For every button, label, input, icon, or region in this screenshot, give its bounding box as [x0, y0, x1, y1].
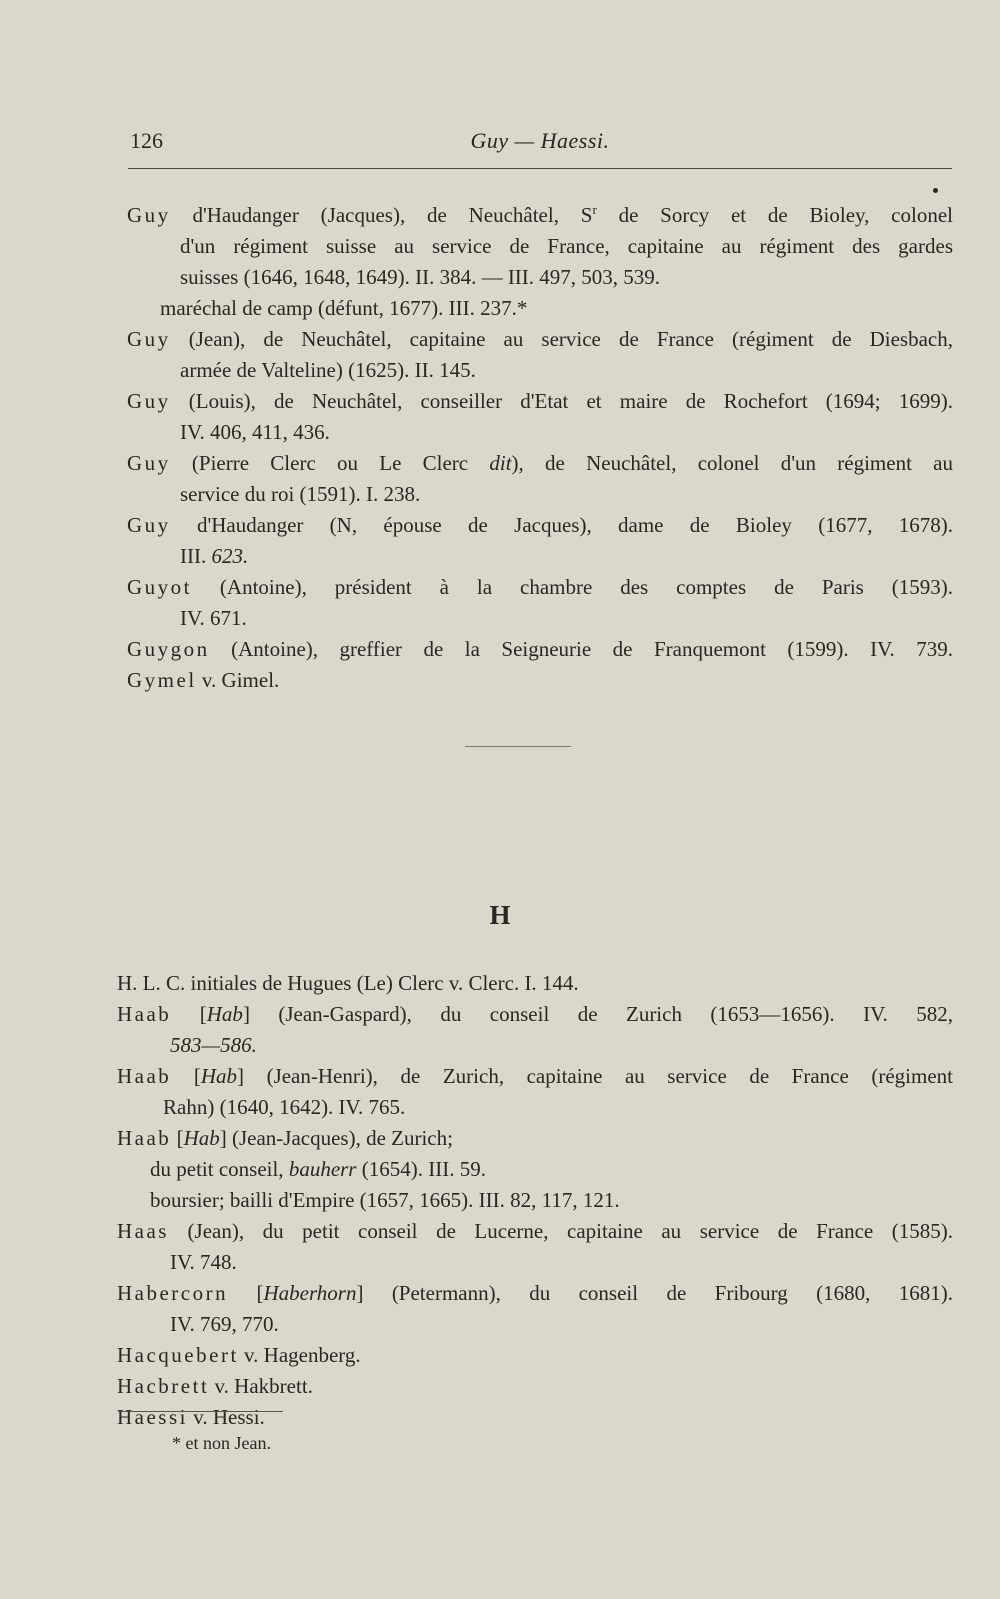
- entry-line: Guy (Pierre Clerc ou Le Clerc dit), de Neuchâtel, colonel d'un régiment au: [127, 451, 953, 475]
- ink-speck: [933, 188, 938, 193]
- entry: [127, 194, 953, 324]
- entry: [117, 968, 953, 999]
- entry-line: Haab [Hab] (Jean-Henri), de Zurich, capitaine au service de France (régiment: [117, 1064, 953, 1088]
- footnote: * et non Jean.: [172, 1433, 271, 1453]
- entries-guy: [127, 194, 953, 696]
- entry: [117, 1061, 953, 1123]
- entry-line: Haessi v. Hessi.: [117, 1405, 265, 1429]
- entry-line: service du roi (1591). I. 238.: [180, 482, 421, 506]
- page-number: 126: [130, 128, 163, 153]
- entry-surname: Haab: [117, 1126, 172, 1150]
- footnote-rule: [118, 1411, 283, 1412]
- entry: [127, 634, 953, 665]
- entry-line: Haas (Jean), du petit conseil de Lucerne, capitaine au service de France (1585).: [117, 1219, 953, 1243]
- entry: [127, 572, 953, 634]
- entry-surname: Guy: [127, 327, 171, 351]
- entry-line: Guygon (Antoine), greffier de la Seigneurie de Franquemont (1599). IV. 739.: [127, 637, 953, 661]
- entry-line: H. L. C. initiales de Hugues (Le) Clerc v. Clerc. I. 144.: [117, 971, 579, 995]
- entry: [127, 665, 953, 696]
- entry-line: Guy (Louis), de Neuchâtel, conseiller d'Etat et maire de Rochefort (1694; 1699).: [127, 389, 953, 413]
- entry-surname: Hacquebert: [117, 1343, 239, 1367]
- entry-line: Haab [Hab] (Jean-Jacques), de Zurich;: [117, 1126, 453, 1150]
- entry: [127, 324, 953, 386]
- entry-line: IV. 406, 411, 436.: [180, 420, 330, 444]
- entry-line: Guy d'Haudanger (N, épouse de Jacques), dame de Bioley (1677, 1678).: [127, 513, 953, 537]
- entry-line: Hacbrett v. Hakbrett.: [117, 1374, 313, 1398]
- entry-surname: Guyot: [127, 575, 192, 599]
- entries-h: [117, 968, 953, 1433]
- entry: [127, 448, 953, 510]
- entry-surname: Hacbrett: [117, 1374, 210, 1398]
- section-letter: H: [489, 900, 511, 930]
- entry-line: Gymel v. Gimel.: [127, 668, 280, 692]
- entry-line: Habercorn [Haberhorn] (Petermann), du conseil de Fribourg (1680, 1681).: [117, 1281, 953, 1305]
- entry-surname: Haab: [117, 1002, 172, 1026]
- entry-line: III. 623.: [180, 544, 249, 568]
- entry-line: IV. 671.: [180, 606, 247, 630]
- entry-surname: Haab: [117, 1064, 172, 1088]
- entry: [117, 1123, 953, 1216]
- entry: [117, 1402, 953, 1433]
- entry-line: Guyot (Antoine), président à la chambre des comptes de Paris (1593).: [127, 575, 953, 599]
- page-header: [128, 128, 952, 169]
- entry-line: 583—586.: [170, 1033, 257, 1057]
- entry-surname: Guy: [127, 389, 171, 413]
- entry-line: Guy d'Haudanger (Jacques), de Neuchâtel, $S^r$ de Sorcy et de Bioley, colonel: [127, 202, 953, 227]
- entry-line: Haab [Hab] (Jean-Gaspard), du conseil de Zurich (1653—1656). IV. 582,: [117, 1002, 953, 1026]
- entry: [117, 999, 953, 1061]
- section-divider: [465, 746, 571, 747]
- entry-line: Rahn) (1640, 1642). IV. 765.: [163, 1095, 406, 1119]
- entry-surname: Gymel: [127, 668, 197, 692]
- entry: [117, 1216, 953, 1278]
- entry-line: boursier; bailli d'Empire (1657, 1665). III. 82, 117, 121.: [150, 1188, 620, 1212]
- entry-surname: Guy: [127, 513, 171, 537]
- entry-surname: Haessi: [117, 1405, 188, 1429]
- running-title: Guy — Haessi.: [470, 128, 610, 153]
- entry-surname: Habercorn: [117, 1281, 229, 1305]
- entry-line: du petit conseil, bauherr (1654). III. 59.: [150, 1157, 486, 1181]
- entry: [117, 1340, 953, 1371]
- entry-surname: Haas: [117, 1219, 169, 1243]
- entry-line: d'un régiment suisse au service de France, capitaine au régiment des gardes: [180, 234, 953, 258]
- entry-surname: Guygon: [127, 637, 210, 661]
- entry: [127, 386, 953, 448]
- entry-line: suisses (1646, 1648, 1649). II. 384. — III. 497, 503, 539.: [180, 265, 661, 289]
- entry-surname: Guy: [127, 451, 171, 475]
- entry-line: IV. 748.: [170, 1250, 237, 1274]
- entry: [117, 1371, 953, 1402]
- entry-surname: Guy: [127, 203, 171, 227]
- entry-line: Guy (Jean), de Neuchâtel, capitaine au service de France (régiment de Diesbach,: [127, 327, 953, 351]
- entry-line: Hacquebert v. Hagenberg.: [117, 1343, 361, 1367]
- entry: [117, 1278, 953, 1340]
- entry-line: maréchal de camp (défunt, 1677). III. 237.*: [160, 296, 528, 320]
- entry-line: armée de Valteline) (1625). II. 145.: [180, 358, 476, 382]
- entry-line: IV. 769, 770.: [170, 1312, 279, 1336]
- entry: [127, 510, 953, 572]
